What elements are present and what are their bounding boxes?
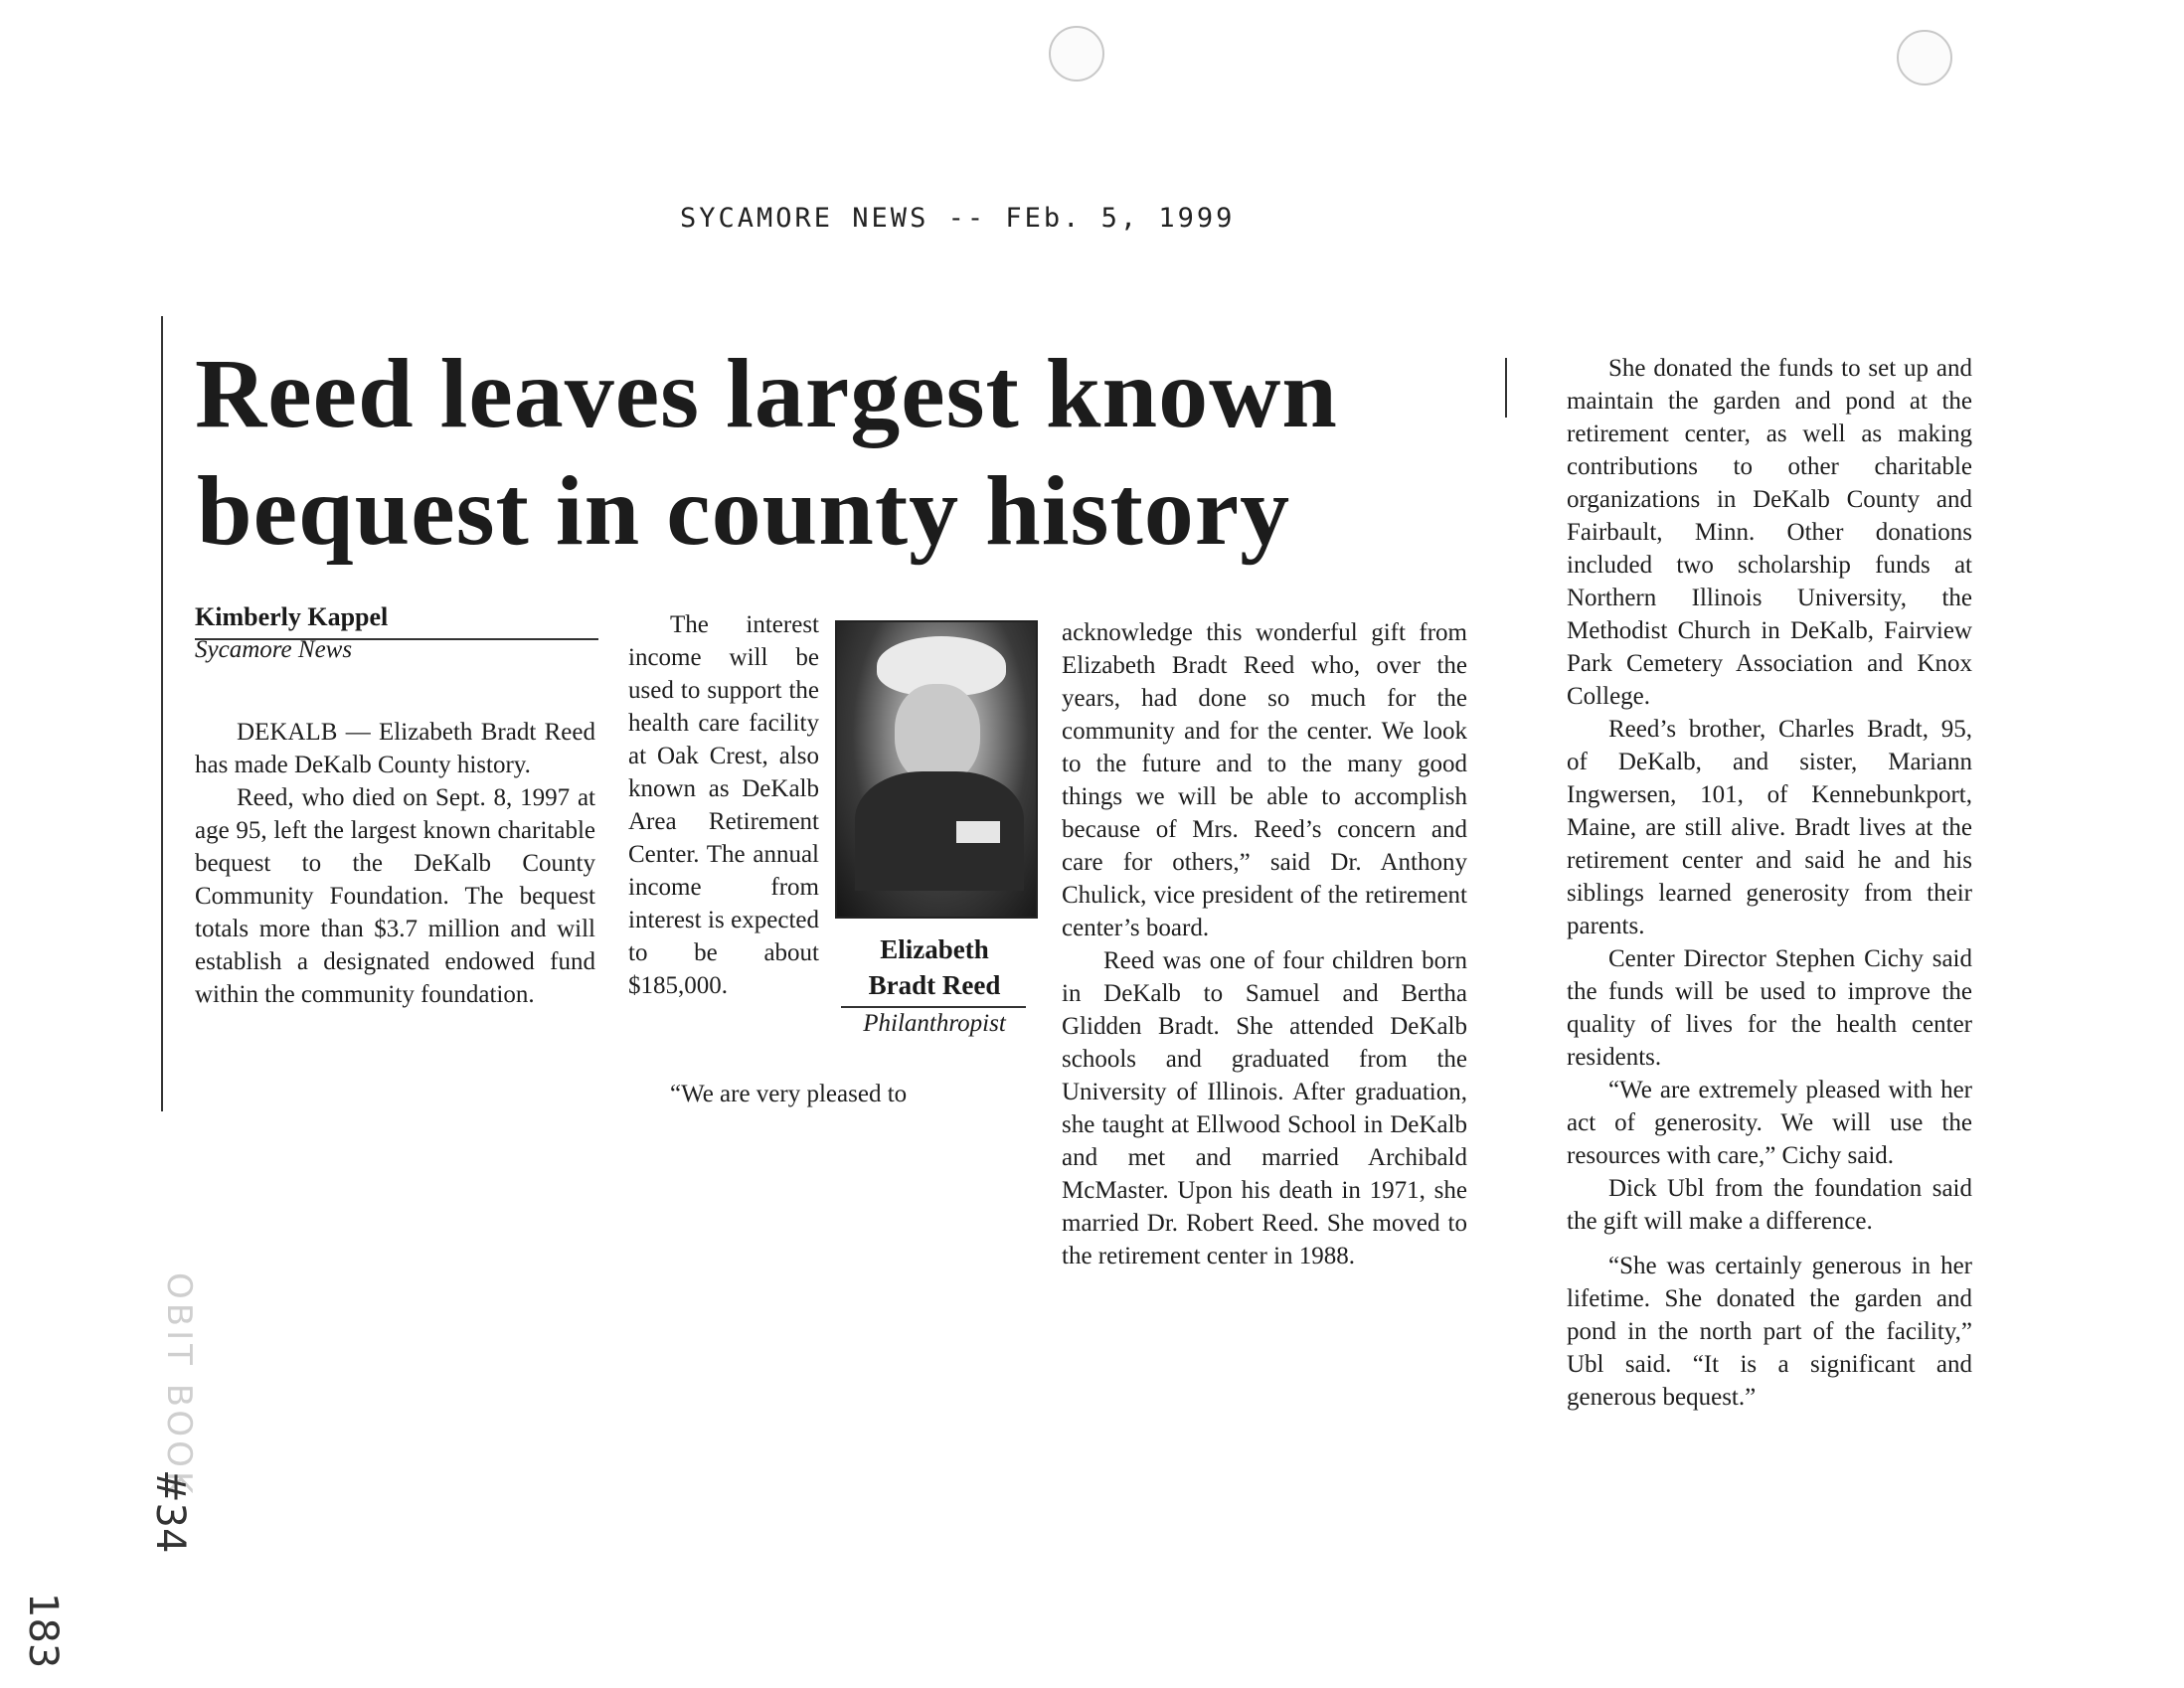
article-column-4 <box>1567 352 1972 1414</box>
headline-line-2: bequest in county history <box>197 455 1291 566</box>
right-column-rule <box>1505 358 1507 418</box>
byline-publication: Sycamore News <box>195 636 353 663</box>
handwritten-page-number: 183 <box>20 1593 66 1669</box>
paragraph: Reed’s brother, Charles Bradt, 95, of DeKalb, and sister, Mariann Ingwersen, 101, of Kennebunkport, Maine, are still alive. Bradt lives at the retirement center and said he and his siblings learned generosity from their parents. <box>1567 716 1972 939</box>
clipping-header: SYCAMORE NEWS -- FEb. 5, 1999 <box>680 203 1236 234</box>
photo-caption-rule <box>841 1006 1026 1008</box>
paragraph: The interest income will be used to support the health care facility at Oak Crest, also known as DeKalb Area Retirement Center. The annual income from interest is expected to be about $185,000. <box>628 611 819 999</box>
paragraph: Reed was one of four children born in DeKalb to Samuel and Bertha Glidden Bradt. She attended DeKalb schools and graduated from the University of Illinois. After graduation, she taught at Ellwood School in DeKalb and met and married Archibald McMaster. Upon his death in 1971, she married Dr. Robert Reed. She moved to the retirement center in 1988. <box>1062 947 1467 1269</box>
paragraph: Dick Ubl from the foundation said the gift will make a difference. <box>1567 1175 1972 1235</box>
paragraph: She donated the funds to set up and maintain the garden and pond at the retirement center, as well as making contributions to other charitable organizations in DeKalb County and Fairbault, Minn. Other donations included two scholarship funds at Northern Illinois University, the Methodist Church in DeKalb, Fairview Park Cemetery Association and Knox College. <box>1567 355 1972 710</box>
photo-caption-name-1: Elizabeth <box>880 934 989 964</box>
paragraph: “We are extremely pleased with her act of generosity. We will use the resources with care,” Cichy said. <box>1567 1077 1972 1169</box>
photo-caption-title: Philanthropist <box>863 1010 1006 1037</box>
portrait-photo <box>835 620 1038 919</box>
paragraph: Center Director Stephen Cichy said the funds will be used to improve the quality of lives for the health center residents. <box>1567 945 1972 1071</box>
face-shape <box>895 684 980 783</box>
obit-book-stamp: OBIT BOOK <box>159 1272 199 1498</box>
name-tag-shape <box>956 821 1000 843</box>
punch-hole-right <box>1897 30 1952 85</box>
photo-caption-name-2: Bradt Reed <box>868 970 1001 1000</box>
left-column-rule <box>161 316 163 1111</box>
article-column-2-continued <box>628 1078 1026 1110</box>
article-column-2 <box>628 608 819 1002</box>
article-column-3 <box>1062 616 1467 1272</box>
paragraph: Reed, who died on Sept. 8, 1997 at age 95, left the largest known charitable bequest to the DeKalb County Community Foundation. The bequest totals more than $3.7 million and will establish a designated endowed fund within the community foundation. <box>195 784 595 1008</box>
byline-author: Kimberly Kappel <box>195 602 389 631</box>
punch-hole-left <box>1049 26 1104 82</box>
paragraph: “We are very pleased to <box>670 1081 908 1107</box>
article-column-1 <box>195 716 595 1011</box>
paragraph: “She was certainly generous in her lifetime. She donated the garden and pond in the north part of the facility,” Ubl said. “It is a significant and generous bequest.” <box>1567 1253 1972 1411</box>
handwritten-book-number: #34 <box>147 1469 193 1554</box>
paragraph: DEKALB — Elizabeth Bradt Reed has made DeKalb County history. <box>195 719 595 778</box>
paragraph: acknowledge this wonderful gift from Elizabeth Bradt Reed who, over the years, had done so much for the community and for the center. We look to the future and to the many good things we will be able to accomplish because of Mrs. Reed’s concern and care for others,” said Dr. Anthony Chulick, vice president of the retirement center’s board. <box>1062 619 1467 941</box>
headline-line-1: Reed leaves largest known <box>195 338 1338 448</box>
